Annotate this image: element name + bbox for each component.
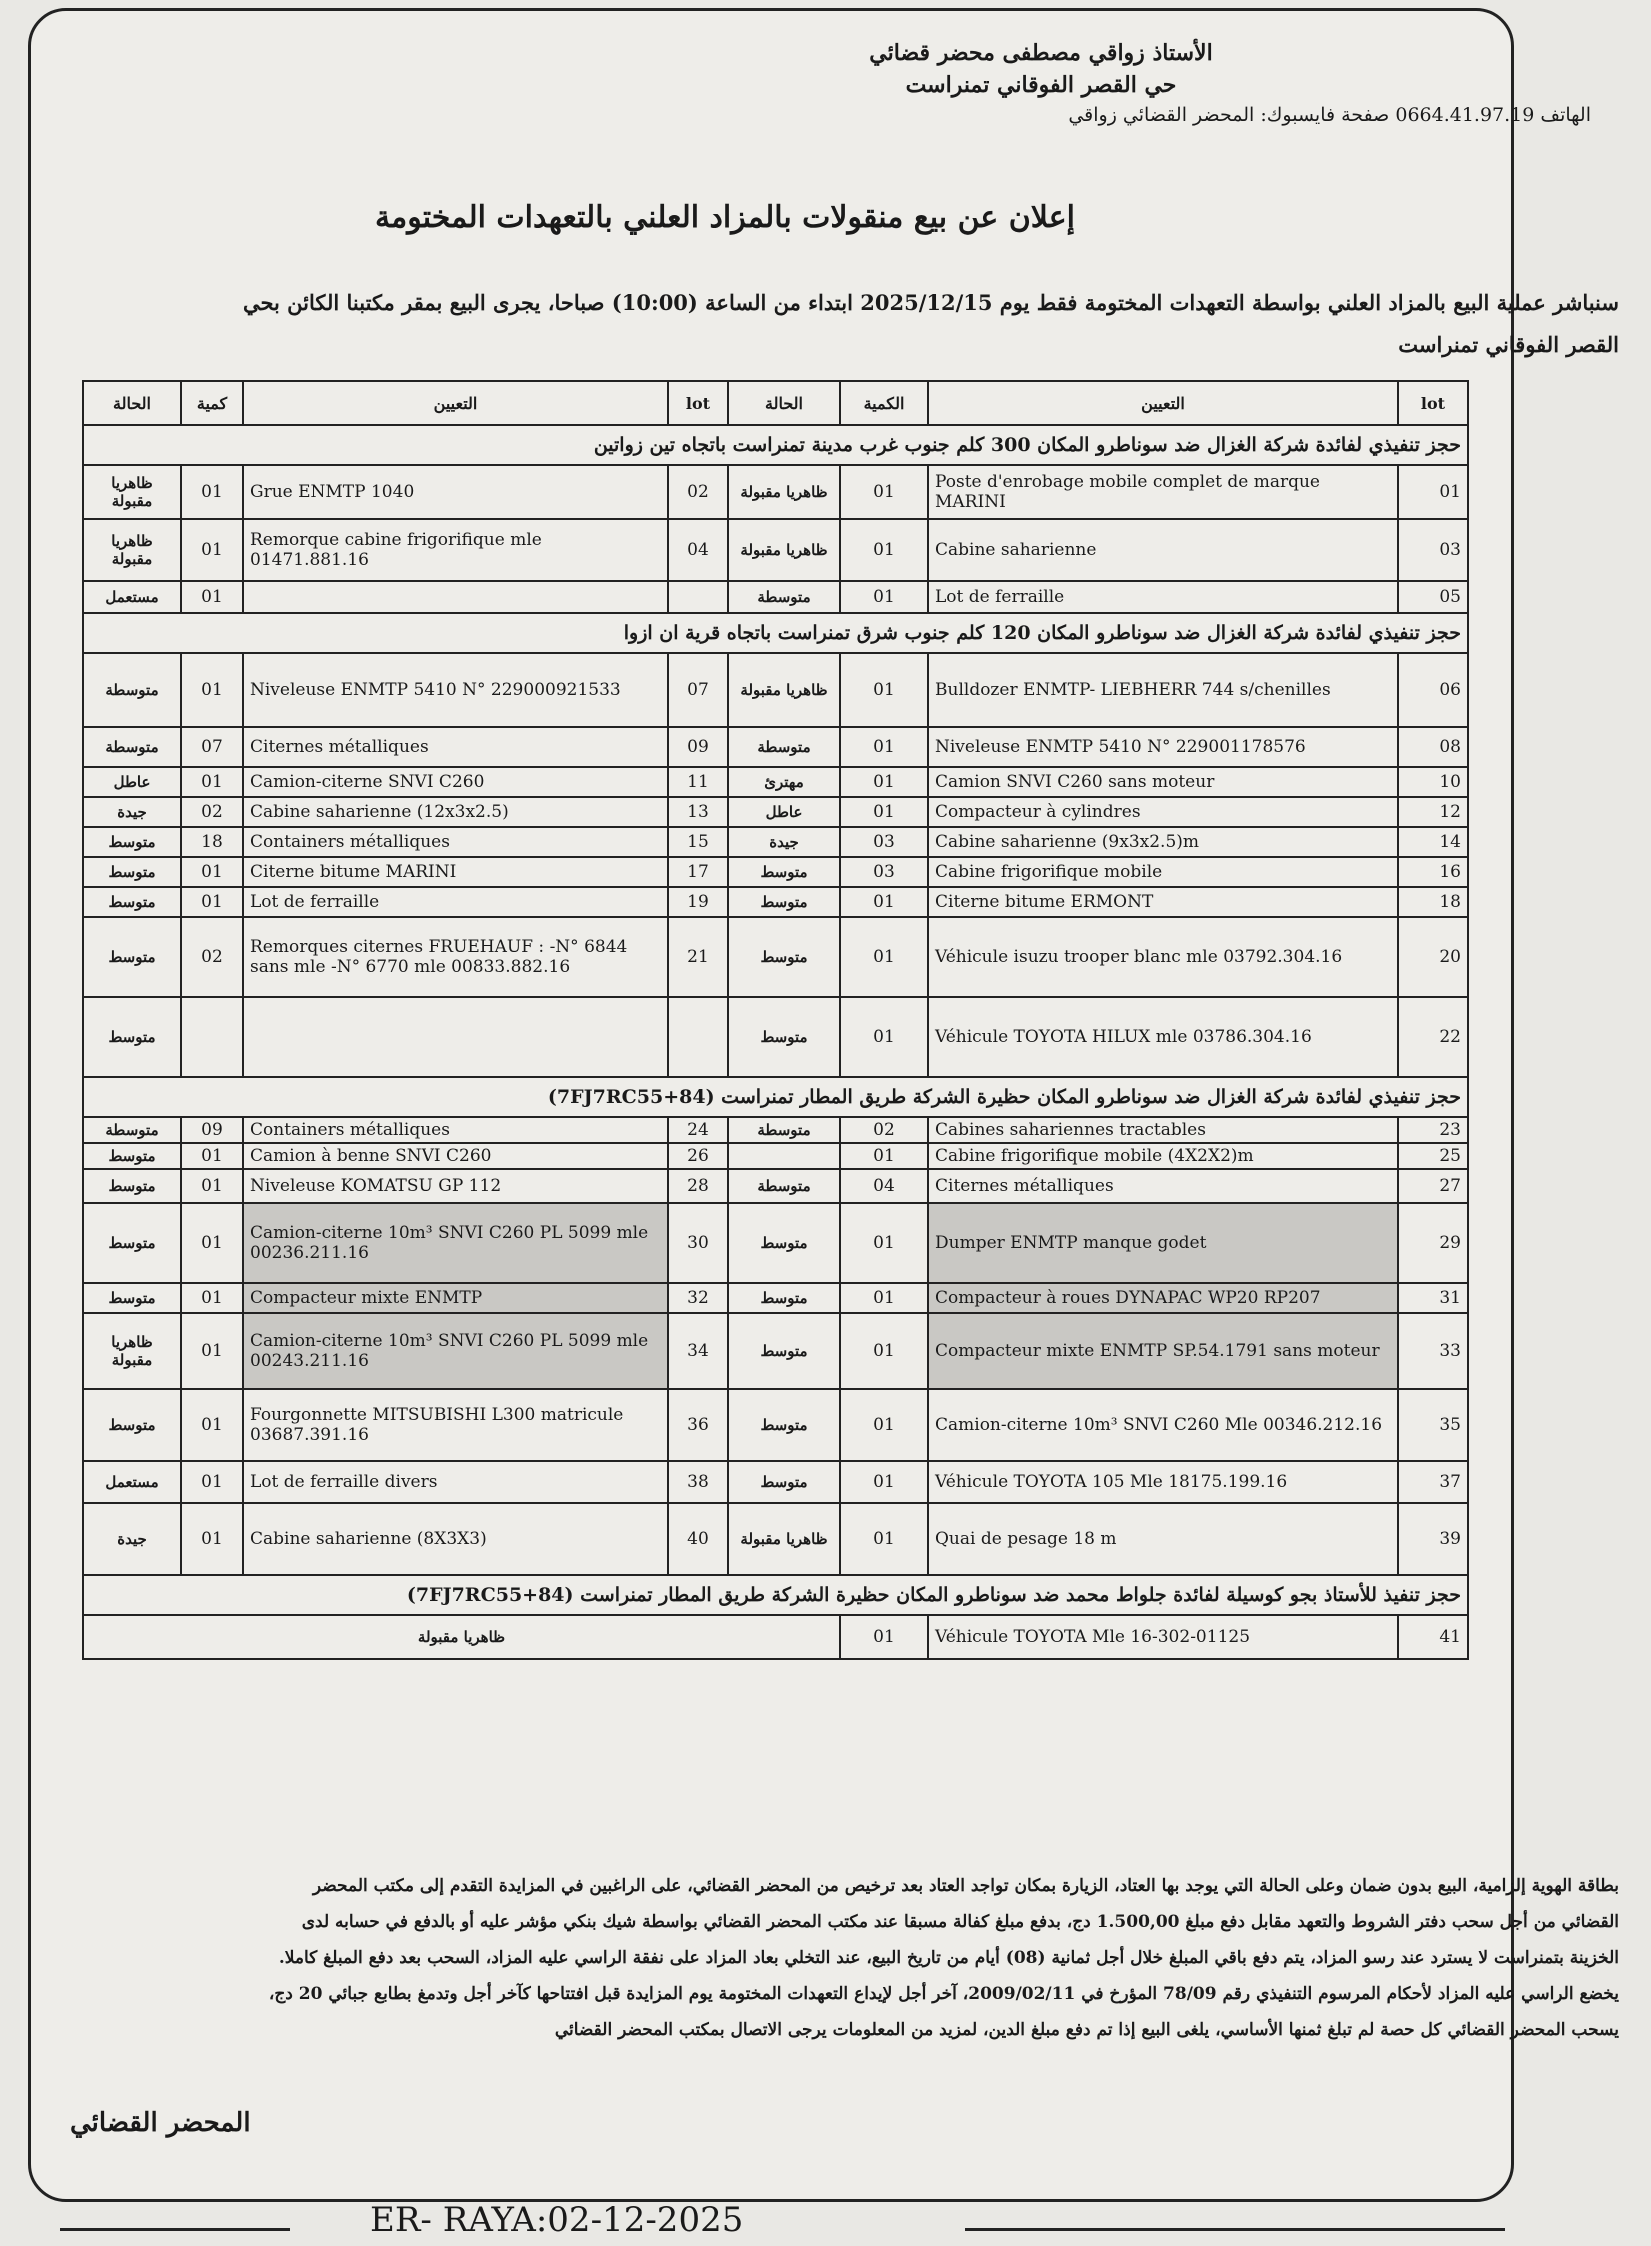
state-cell: متوسطة bbox=[83, 1117, 181, 1143]
quantity-cell: 01 bbox=[840, 1313, 928, 1389]
lot-cell: 31 bbox=[1398, 1283, 1468, 1313]
lot-cell: 04 bbox=[668, 519, 728, 581]
section-row bbox=[83, 425, 1468, 465]
state-cell: مستعمل bbox=[83, 1461, 181, 1503]
quantity-cell: 01 bbox=[181, 1143, 243, 1169]
quantity-cell: 01 bbox=[840, 1203, 928, 1283]
lots-body bbox=[83, 425, 1468, 1659]
quantity-cell: 01 bbox=[840, 1283, 928, 1313]
state-cell: متوسط bbox=[83, 857, 181, 887]
state-cell: متوسط bbox=[728, 917, 840, 997]
col-qty-left: كمية bbox=[181, 381, 243, 425]
designation-cell: Niveleuse ENMTP 5410 N° 229001178576 bbox=[928, 727, 1398, 767]
table-row bbox=[83, 1615, 1468, 1659]
table-row bbox=[83, 1313, 1468, 1389]
designation-cell bbox=[243, 581, 668, 613]
state-cell: متوسط bbox=[83, 997, 181, 1077]
table-row bbox=[83, 917, 1468, 997]
designation-cell: Grue ENMTP 1040 bbox=[243, 465, 668, 519]
state-cell: ظاهريا مقبولة bbox=[83, 1615, 840, 1659]
state-cell: جيدة bbox=[83, 797, 181, 827]
table-row bbox=[83, 465, 1468, 519]
letterhead bbox=[491, 34, 1591, 132]
designation-cell: Citerne bitume ERMONT bbox=[928, 887, 1398, 917]
designation-cell: Fourgonnette MITSUBISHI L300 matricule 03687.391.16 bbox=[243, 1389, 668, 1461]
quantity-cell: 01 bbox=[840, 887, 928, 917]
quantity-cell: 01 bbox=[181, 857, 243, 887]
designation-cell: Cabine frigorifique mobile (4X2X2)m bbox=[928, 1143, 1398, 1169]
lot-cell: 41 bbox=[1398, 1615, 1468, 1659]
state-cell: عاطل bbox=[83, 767, 181, 797]
terms-line: الخزينة بتمنراست لا يسترد عند رسو المزاد، يتم دفع باقي المبلغ خلال أجل ثمانية (08) أيام من تاريخ البيع، عند التخلي بعاد المزاد على نفقة الراسي عليه المزاد، السحب بعد دفع المبلغ كاملا. bbox=[278, 1948, 1619, 1968]
state-cell: جيدة bbox=[728, 827, 840, 857]
state-cell: ظاهريا مقبولة bbox=[83, 1313, 181, 1389]
lot-cell: 32 bbox=[668, 1283, 728, 1313]
section-title: حجز تنفيذي لفائدة شركة الغزال ضد سوناطرو المكان 120 كلم جنوب شرق تمنراست باتجاه قرية ان ازوا bbox=[83, 613, 1468, 653]
state-cell: متوسطة bbox=[83, 653, 181, 727]
quantity-cell: 01 bbox=[181, 1461, 243, 1503]
quantity-cell: 01 bbox=[181, 1313, 243, 1389]
quantity-cell: 01 bbox=[840, 797, 928, 827]
table-row bbox=[83, 797, 1468, 827]
designation-cell: Compacteur mixte ENMTP SP.54.1791 sans moteur bbox=[928, 1313, 1398, 1389]
terms-line: القضائي من أجل سحب دفتر الشروط والتعهد مقابل دفع مبلغ 1.500,00 دج، بدفع مبلغ كفالة مسبقا عند مكتب المحضر القضائي بواسطة شيك بنكي مؤشر عليه أو بالدفع في حسابه لدى bbox=[301, 1912, 1619, 1932]
designation-cell: Containers métalliques bbox=[243, 1117, 668, 1143]
section-title: حجز تنفيذ للأستاذ بجو كوسيلة لفائدة جلواط محمد ضد سوناطرو المكان حظيرة الشركة طريق المطار تمنراست (7FJ7RC55+84) bbox=[83, 1575, 1468, 1615]
designation-cell: Citernes métalliques bbox=[928, 1169, 1398, 1203]
designation-cell: Lot de ferraille divers bbox=[243, 1461, 668, 1503]
quantity-cell: 03 bbox=[840, 857, 928, 887]
quantity-cell: 01 bbox=[840, 997, 928, 1077]
quantity-cell: 01 bbox=[840, 519, 928, 581]
state-cell: ظاهريا مقبولة bbox=[728, 1503, 840, 1575]
quantity-cell: 01 bbox=[840, 1503, 928, 1575]
quantity-cell: 01 bbox=[840, 917, 928, 997]
designation-cell: Cabine frigorifique mobile bbox=[928, 857, 1398, 887]
lot-cell: 37 bbox=[1398, 1461, 1468, 1503]
table-row bbox=[83, 1169, 1468, 1203]
lot-cell: 33 bbox=[1398, 1313, 1468, 1389]
quantity-cell: 04 bbox=[840, 1169, 928, 1203]
designation-cell: Camion-citerne SNVI C260 bbox=[243, 767, 668, 797]
designation-cell: Véhicule isuzu trooper blanc mle 03792.304.16 bbox=[928, 917, 1398, 997]
quantity-cell: 01 bbox=[181, 1169, 243, 1203]
lot-cell: 39 bbox=[1398, 1503, 1468, 1575]
quantity-cell: 01 bbox=[840, 1389, 928, 1461]
designation-cell: Citernes métalliques bbox=[243, 727, 668, 767]
state-cell: مهترئ bbox=[728, 767, 840, 797]
quantity-cell: 01 bbox=[181, 581, 243, 613]
lot-cell: 27 bbox=[1398, 1169, 1468, 1203]
designation-cell: Niveleuse ENMTP 5410 N° 229000921533 bbox=[243, 653, 668, 727]
quantity-cell: 01 bbox=[181, 519, 243, 581]
quantity-cell: 01 bbox=[181, 465, 243, 519]
state-cell: متوسطة bbox=[728, 727, 840, 767]
state-cell: متوسطة bbox=[728, 581, 840, 613]
quantity-cell: 01 bbox=[181, 653, 243, 727]
designation-cell: Citerne bitume MARINI bbox=[243, 857, 668, 887]
col-state-right: الحالة bbox=[728, 381, 840, 425]
table-row bbox=[83, 857, 1468, 887]
lot-cell: 08 bbox=[1398, 727, 1468, 767]
designation-cell: Camion-citerne 10m³ SNVI C260 PL 5099 mle 00236.211.16 bbox=[243, 1203, 668, 1283]
intro-paragraph: سنباشر عملية البيع بالمزاد العلني بواسطة التعهدات المختومة فقط يوم 2025/12/15 ابتداء من الساعة (10:00) صباحا، يجرى البيع بمقر مكتبنا الكائن بحي القصر الفوقاني تمنراست bbox=[242, 290, 1619, 357]
quantity-cell: 01 bbox=[840, 767, 928, 797]
lot-cell: 28 bbox=[668, 1169, 728, 1203]
lot-cell: 34 bbox=[668, 1313, 728, 1389]
terms-line: بطاقة الهوية إلزامية، البيع بدون ضمان وعلى الحالة التي يوجد بها العتاد، الزيارة بمكان تواجد العتاد بعد ترخيص من المحضر القضائي، على الراغبين في المزايدة التقدم إلى مكتب المحضر bbox=[312, 1876, 1619, 1896]
state-cell: متوسط bbox=[728, 1461, 840, 1503]
lot-cell: 21 bbox=[668, 917, 728, 997]
state-cell: متوسطة bbox=[83, 727, 181, 767]
designation-cell: Remorques citernes FRUEHAUF : -N° 6844 sans mle -N° 6770 mle 00833.882.16 bbox=[243, 917, 668, 997]
state-cell: متوسط bbox=[728, 1313, 840, 1389]
lot-cell: 02 bbox=[668, 465, 728, 519]
table-row bbox=[83, 519, 1468, 581]
designation-cell: Lot de ferraille bbox=[243, 887, 668, 917]
state-cell: متوسط bbox=[83, 1143, 181, 1169]
designation-cell: Poste d'enrobage mobile complet de marque MARINI bbox=[928, 465, 1398, 519]
state-cell: متوسط bbox=[83, 917, 181, 997]
designation-cell: Camion SNVI C260 sans moteur bbox=[928, 767, 1398, 797]
lot-cell: 01 bbox=[1398, 465, 1468, 519]
lot-cell: 15 bbox=[668, 827, 728, 857]
state-cell: متوسط bbox=[83, 1169, 181, 1203]
designation-cell: Dumper ENMTP manque godet bbox=[928, 1203, 1398, 1283]
lot-cell: 22 bbox=[1398, 997, 1468, 1077]
terms-paragraph bbox=[199, 1868, 1619, 2048]
lots-table bbox=[82, 380, 1469, 1660]
lot-cell: 30 bbox=[668, 1203, 728, 1283]
table-row bbox=[83, 1203, 1468, 1283]
lot-cell: 17 bbox=[668, 857, 728, 887]
lot-cell: 06 bbox=[1398, 653, 1468, 727]
lot-cell: 18 bbox=[1398, 887, 1468, 917]
lot-cell: 20 bbox=[1398, 917, 1468, 997]
quantity-cell: 01 bbox=[840, 1143, 928, 1169]
lot-cell: 11 bbox=[668, 767, 728, 797]
table-row bbox=[83, 997, 1468, 1077]
designation-cell: Compacteur à roues DYNAPAC WP20 RP207 bbox=[928, 1283, 1398, 1313]
table-row bbox=[83, 1117, 1468, 1143]
section-title: حجز تنفيذي لفائدة شركة الغزال ضد سوناطرو المكان حظيرة الشركة طريق المطار تمنراست (7FJ7RC55+84) bbox=[83, 1077, 1468, 1117]
quantity-cell: 02 bbox=[181, 917, 243, 997]
bailiff-address: حي القصر الفوقاني تمنراست bbox=[905, 72, 1177, 98]
col-designation-right: التعيين bbox=[928, 381, 1398, 425]
col-lot-left: lot bbox=[668, 381, 728, 425]
page-title: إعلان عن بيع منقولات بالمزاد العلني بالتعهدات المختومة bbox=[375, 200, 1075, 235]
table-row bbox=[83, 727, 1468, 767]
lot-cell bbox=[668, 581, 728, 613]
lot-cell: 35 bbox=[1398, 1389, 1468, 1461]
designation-cell: Camion à benne SNVI C260 bbox=[243, 1143, 668, 1169]
state-cell: عاطل bbox=[728, 797, 840, 827]
table-row bbox=[83, 581, 1468, 613]
quantity-cell: 02 bbox=[840, 1117, 928, 1143]
section-row bbox=[83, 1575, 1468, 1615]
lot-cell: 16 bbox=[1398, 857, 1468, 887]
designation-cell: Cabine saharienne (12x3x2.5) bbox=[243, 797, 668, 827]
designation-cell: Cabines sahariennes tractables bbox=[928, 1117, 1398, 1143]
lot-cell: 09 bbox=[668, 727, 728, 767]
bailiff-name: الأستاذ زواقي مصطفى محضر قضائي bbox=[869, 40, 1213, 66]
designation-cell: Niveleuse KOMATSU GP 112 bbox=[243, 1169, 668, 1203]
section-title: حجز تنفيذي لفائدة شركة الغزال ضد سوناطرو المكان 300 كلم جنوب غرب مدينة تمنراست باتجاه تين زواتين bbox=[83, 425, 1468, 465]
quantity-cell: 01 bbox=[840, 727, 928, 767]
col-qty-right: الكمية bbox=[840, 381, 928, 425]
designation-cell: Quai de pesage 18 m bbox=[928, 1503, 1398, 1575]
designation-cell: Containers métalliques bbox=[243, 827, 668, 857]
lot-cell: 13 bbox=[668, 797, 728, 827]
state-cell: ظاهريا مقبولة bbox=[728, 465, 840, 519]
quantity-cell: 01 bbox=[840, 1615, 928, 1659]
state-cell: ظاهريا مقبولة bbox=[83, 465, 181, 519]
lot-cell: 23 bbox=[1398, 1117, 1468, 1143]
quantity-cell: 01 bbox=[840, 581, 928, 613]
state-cell: متوسطة bbox=[728, 1117, 840, 1143]
state-cell: متوسط bbox=[728, 997, 840, 1077]
designation-cell: Compacteur mixte ENMTP bbox=[243, 1283, 668, 1313]
state-cell: متوسط bbox=[728, 1283, 840, 1313]
state-cell bbox=[728, 1143, 840, 1169]
quantity-cell: 01 bbox=[840, 653, 928, 727]
lot-cell bbox=[668, 997, 728, 1077]
lot-cell: 19 bbox=[668, 887, 728, 917]
quantity-cell: 03 bbox=[840, 827, 928, 857]
section-row bbox=[83, 1077, 1468, 1117]
designation-cell: Compacteur à cylindres bbox=[928, 797, 1398, 827]
lot-cell: 03 bbox=[1398, 519, 1468, 581]
lot-cell: 29 bbox=[1398, 1203, 1468, 1283]
lot-cell: 40 bbox=[668, 1503, 728, 1575]
quantity-cell: 07 bbox=[181, 727, 243, 767]
quantity-cell: 01 bbox=[181, 1389, 243, 1461]
lot-cell: 36 bbox=[668, 1389, 728, 1461]
state-cell: متوسط bbox=[728, 1389, 840, 1461]
state-cell: متوسط bbox=[83, 887, 181, 917]
lot-cell: 10 bbox=[1398, 767, 1468, 797]
table-row bbox=[83, 827, 1468, 857]
table-row bbox=[83, 1143, 1468, 1169]
designation-cell: Cabine saharienne (8X3X3) bbox=[243, 1503, 668, 1575]
table-row bbox=[83, 1283, 1468, 1313]
quantity-cell: 09 bbox=[181, 1117, 243, 1143]
col-state-left: الحالة bbox=[83, 381, 181, 425]
col-lot-right: lot bbox=[1398, 381, 1468, 425]
designation-cell: Véhicule TOYOTA 105 Mle 18175.199.16 bbox=[928, 1461, 1398, 1503]
quantity-cell: 01 bbox=[181, 1283, 243, 1313]
terms-line: يخضع الراسي عليه المزاد لأحكام المرسوم التنفيذي رقم 78/09 المؤرخ في 2009/02/11، آخر أجل لإيداع التعهدات المختومة يوم المزايدة قبل افتتاحها كآخر أجل وتدمغ بطابع جبائي 20 دج، bbox=[268, 1984, 1619, 2004]
designation-cell: Cabine saharienne (9x3x2.5)m bbox=[928, 827, 1398, 857]
designation-cell: Remorque cabine frigorifique mle 01471.881.16 bbox=[243, 519, 668, 581]
designation-cell: Véhicule TOYOTA Mle 16-302-01125 bbox=[928, 1615, 1398, 1659]
designation-cell: Bulldozer ENMTP- LIEBHERR 744 s/chenilles bbox=[928, 653, 1398, 727]
state-cell: متوسط bbox=[83, 1283, 181, 1313]
quantity-cell: 01 bbox=[840, 1461, 928, 1503]
table-row bbox=[83, 887, 1468, 917]
lot-cell: 07 bbox=[668, 653, 728, 727]
quantity-cell: 18 bbox=[181, 827, 243, 857]
state-cell: متوسط bbox=[83, 827, 181, 857]
designation-cell: Camion-citerne 10m³ SNVI C260 Mle 00346.212.16 bbox=[928, 1389, 1398, 1461]
table-row bbox=[83, 1389, 1468, 1461]
table-row bbox=[83, 1503, 1468, 1575]
lot-cell: 24 bbox=[668, 1117, 728, 1143]
divider-right bbox=[965, 2228, 1505, 2231]
signature: المحضر القضائي bbox=[70, 2108, 251, 2138]
state-cell: متوسط bbox=[83, 1389, 181, 1461]
quantity-cell: 01 bbox=[181, 1503, 243, 1575]
bailiff-contact: الهاتف 0664.41.97.19 صفحة فايسبوك: المحضر القضائي زواقي bbox=[1068, 104, 1591, 126]
table-row bbox=[83, 653, 1468, 727]
quantity-cell: 02 bbox=[181, 797, 243, 827]
lot-cell: 25 bbox=[1398, 1143, 1468, 1169]
section-row bbox=[83, 613, 1468, 653]
designation-cell: Camion-citerne 10m³ SNVI C260 PL 5099 mle 00243.211.16 bbox=[243, 1313, 668, 1389]
quantity-cell: 01 bbox=[181, 887, 243, 917]
quantity-cell: 01 bbox=[181, 1203, 243, 1283]
table-row bbox=[83, 1461, 1468, 1503]
lot-cell: 14 bbox=[1398, 827, 1468, 857]
divider-left bbox=[60, 2228, 290, 2231]
lot-cell: 05 bbox=[1398, 581, 1468, 613]
table-row bbox=[83, 767, 1468, 797]
source-line: ER- RAYA:02-12-2025 bbox=[370, 2200, 744, 2240]
state-cell: متوسط bbox=[728, 887, 840, 917]
state-cell: متوسطة bbox=[728, 1169, 840, 1203]
terms-line: يسحب المحضر القضائي كل حصة لم تبلغ ثمنها الأساسي، يلغى البيع إذا تم دفع مبلغ الدين، لمزيد من المعلومات يرجى الاتصال بمكتب المحضر القضائي bbox=[554, 2020, 1619, 2040]
state-cell: متوسط bbox=[83, 1203, 181, 1283]
table-header-row bbox=[83, 381, 1468, 425]
quantity-cell: 01 bbox=[181, 767, 243, 797]
state-cell: متوسط bbox=[728, 857, 840, 887]
lot-cell: 12 bbox=[1398, 797, 1468, 827]
lot-cell: 38 bbox=[668, 1461, 728, 1503]
state-cell: ظاهريا مقبولة bbox=[83, 519, 181, 581]
state-cell: ظاهريا مقبولة bbox=[728, 653, 840, 727]
designation-cell: Véhicule TOYOTA HILUX mle 03786.304.16 bbox=[928, 997, 1398, 1077]
quantity-cell bbox=[181, 997, 243, 1077]
state-cell: ظاهريا مقبولة bbox=[728, 519, 840, 581]
quantity-cell: 01 bbox=[840, 465, 928, 519]
state-cell: مستعمل bbox=[83, 581, 181, 613]
state-cell: متوسط bbox=[728, 1203, 840, 1283]
designation-cell: Lot de ferraille bbox=[928, 581, 1398, 613]
state-cell: جيدة bbox=[83, 1503, 181, 1575]
designation-cell bbox=[243, 997, 668, 1077]
lot-cell: 26 bbox=[668, 1143, 728, 1169]
col-designation-left: التعيين bbox=[243, 381, 668, 425]
designation-cell: Cabine saharienne bbox=[928, 519, 1398, 581]
